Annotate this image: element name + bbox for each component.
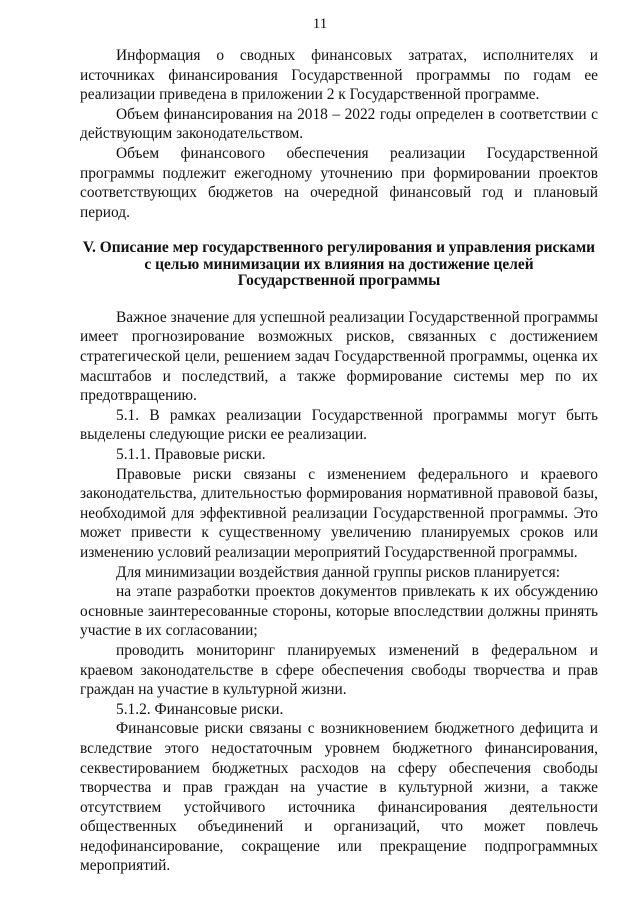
section-heading [80,240,598,290]
subsection-financial-risks: 5.1.2. Финансовые риски. [116,700,284,718]
paragraph-financing-info: Информация о сводных финансовых затратах, исполнителях и источниках финансирования Государственной программы по годам ее реализации приведена в приложении 2 к Государственной программе. [80,47,598,104]
paragraph-risks-intro: 5.1. В рамках реализации Государственной программы могут быть выделены следующие риски ее реализации. [80,406,598,444]
section-heading-line-1: V. Описание мер государственного регулирования и управления рисками [82,239,596,257]
subsection-legal-risks: 5.1.1. Правовые риски. [116,446,266,463]
paragraph-financing-volume: Объем финансирования на 2018 – 2022 годы определен в соответствии с действующим законодательством. [80,105,598,143]
paragraph-stakeholder-involvement: на этапе разработки проектов документов привлекать к их обсуждению основные заинтересованные стороны, которые впоследствии должны принять участие в их согласовании; [80,583,598,640]
paragraph-financing-adjustment: Объем финансового обеспечения реализации Государственной программы подлежит ежегодному уточнению при формировании проектов соответствующих бюджетов на очередной финансовый год и плановый период. [80,144,598,221]
paragraph-legislation-monitoring: проводить мониторинг планируемых изменений в федеральном и краевом законодательстве в сфере обеспечения свободы творчества и прав граждан на участие в культурной жизни. [80,641,598,699]
section-heading-line-3: Государственной программы [237,272,441,290]
paragraph-financial-risks: Финансовые риски связаны с возникновением бюджетного дефицита и вследствие этого недостаточным уровнем бюджетного финансирования, секвестированием бюджетных расходов на сферу обеспечения свободы творчества и прав граждан на участие в культурной жизни, а также отсутствием устойчивого источника финансирования деятельности общественных объединений и организаций, что может повлечь недофинансирование, сокращение или прекращение подпрограммных мероприятий. [80,720,598,875]
page-number: 11 [312,16,328,32]
document-body [80,46,598,876]
section-heading-line-2: с целью минимизации их влияния на достижение целей [144,255,534,273]
paragraph-legal-risks: Правовые риски связаны с изменением федерального и краевого законодательства, длительностью формирования нормативной правовой базы, необходимой для эффективной реализации Государственной программы. Это может привести к существенному увеличению планируемых сроков или изменению условий реализации мероприятий Государственной программы. [80,465,598,561]
paragraph-minimization-plan: Для минимизации воздействия данной группы рисков планируется: [116,563,561,581]
paragraph-risk-forecasting: Важное значение для успешной реализации Государственной программы имеет прогнозирование возможных рисков, связанных с достижением стратегической цели, решением задач Государственной программы, оценка их масштабов и последствий, а также формирование системы мер по их предотвращению. [80,308,598,405]
